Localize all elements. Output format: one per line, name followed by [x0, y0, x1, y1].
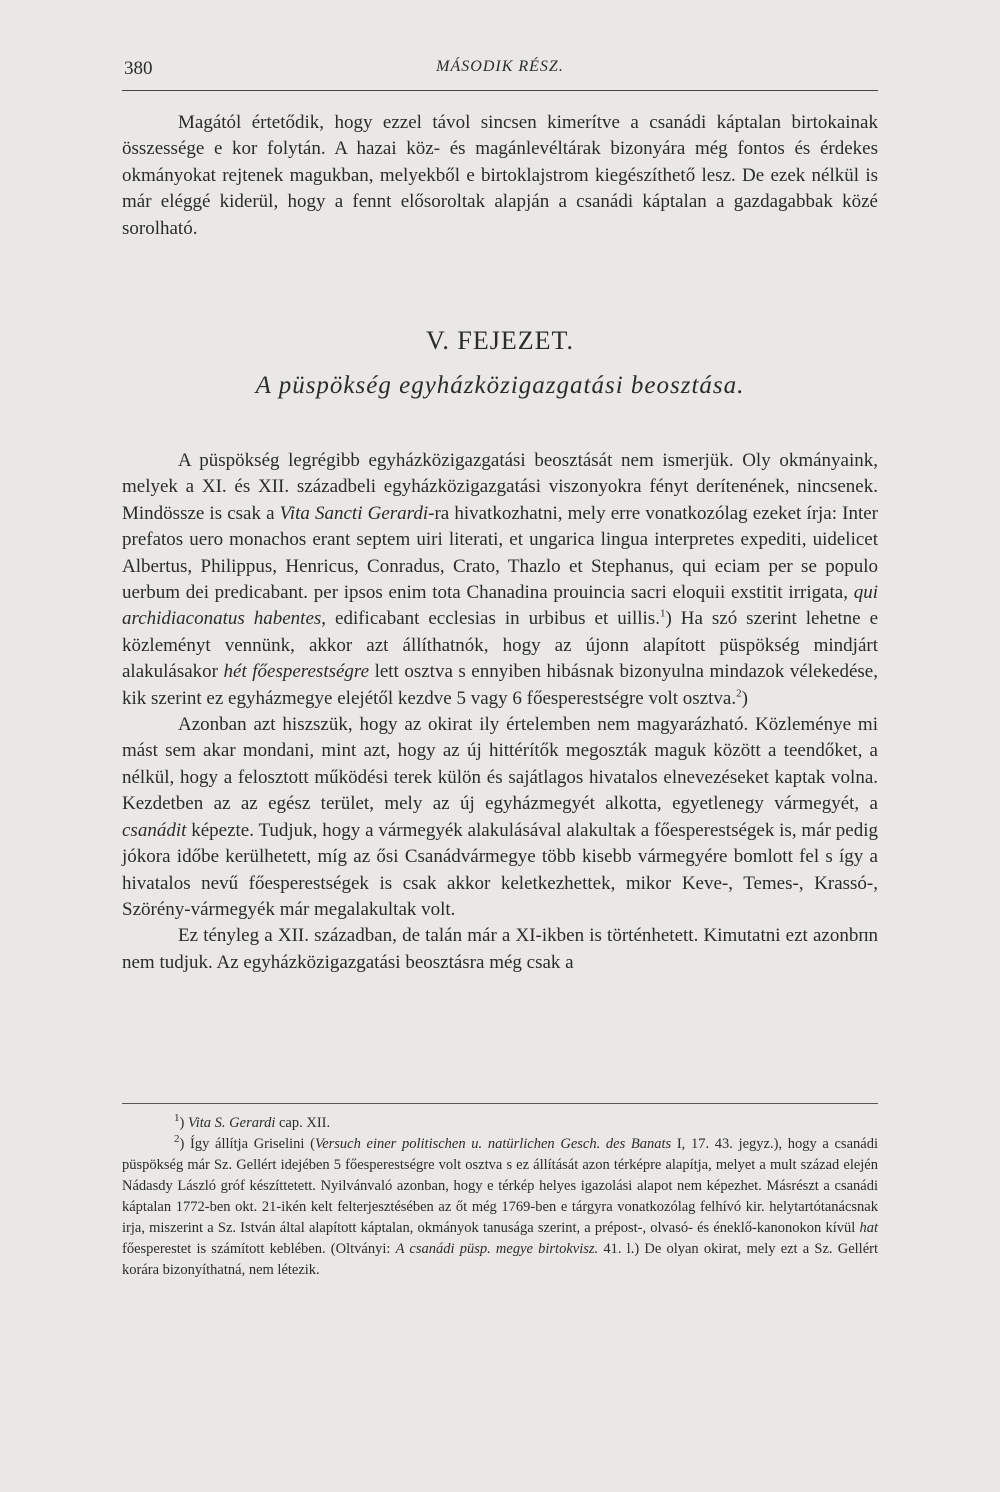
page-number: 380	[124, 58, 153, 79]
header-rule	[122, 90, 878, 91]
footnote-1: $^1$) Vita S. Gerardi cap. XII.	[174, 1112, 331, 1131]
p1-text-f: )	[741, 687, 748, 709]
footnote-1-mark: 1	[174, 1112, 180, 1125]
p2-text-a: Azonban azt hiszszük, hogy az okirat ily értelemben nem magyarázható. Közleménye mi mást sem akar mondani, mint azt, hogy az új hittérítők megoszták maguk között a teendőket, a nélkül, hogy a felosztott működési terek külön és sajátlagos hivatalos elnevezéseket kaptak volna. Kezdetben az az egész terület, mely az új egyházmegyét alkotta, egyetlenegy vármegyét, a	[122, 714, 878, 815]
running-head: MÁSODIK RÉSZ.	[436, 58, 564, 75]
p1-text-d: ) Ha szó szerint lehetne e közleményt vennünk, akkor azt állíthatnók, hogy az újonn alapított püspökség mindjárt alakulásakor	[122, 608, 879, 683]
footnotes	[122, 1113, 878, 1281]
chapter-heading: V. FEJEZET.	[426, 326, 574, 355]
p2-italic-csanadit: csanádit	[122, 819, 187, 841]
paragraph-2	[122, 712, 878, 923]
footnote-2-text-b: I, 17. 43. jegyz.), hogy a csanádi püspökség már Sz. Gellért idejében 5 főesperestségre volt osztva s ez állítását azon térképre alapítja, melyet a mult század elején Nádasdy László gróf készíttetett. Nyilvánvaló azonban, hogy e térkép helyes igazolási alapot nem képezhet. Másrészt a csanádi káptalan 1772-ben okt. 21-ikén kelt felterjesztésében az őt még 1769-ben e tárgyra vonatkozólag felhívó kir. helytartótanácsnak irja, miszerint a Sz. István által alapított káptalan, okmányok tanusága szerint, a prépost-, olvasó- és éneklő-kanonokon kívül	[122, 1136, 878, 1236]
footnote-2-text-a: ) Így állítja Griselini (	[179, 1136, 315, 1152]
footnote-2-italic-oltvanyi: A csanádi püsp. megye birtokvisz.	[395, 1241, 599, 1257]
p2-text-b: képezte. Tudjuk, hogy a vármegyék alakulásával alakultak a főesperestségek is, már pedig jókora időbe kerülhetett, míg az ősi Csanádvármegye több kisebb vármegyére bomlott fel s így a hivatalos nevű főesperestségek is csak akkor keletkezhettek, mikor Keve-, Temes-, Krassó-, Szörény-vármegyék már megalakultak volt.	[122, 819, 878, 920]
footnote-1-text: cap. XII.	[275, 1115, 331, 1131]
main-text	[122, 448, 878, 976]
p1-text-c: , edificabant ecclesias in urbibus et uillis.	[321, 608, 660, 630]
footnote-2-mark: 2	[174, 1133, 180, 1146]
footnote-2-text-d: 41. l.) De olyan okirat, mely ezt a Sz. Gellért korára bizonyíthatná, nem létezik.	[122, 1241, 878, 1278]
chapter-subtitle: A püspökség egyházközigazgatási beosztása.	[255, 372, 745, 399]
footnote-ref-1: 1	[659, 608, 666, 621]
intro-section	[122, 110, 878, 242]
footnote-2-italic-griselini: Versuch einer politischen u. natürlichen Gesch. des Banats	[314, 1136, 672, 1152]
p1-text-a: A püspökség legrégibb egyházközigazgatási beosztását nem ismerjük. Oly okmányaink, melyek a XI. és XII. századbeli egyházközigazgatási viszonyokra fényt derítenének, nincsenek. Mindössze is csak a	[122, 450, 878, 524]
footnote-2-text-c: főesperestet is számított keblében. (Oltványi:	[122, 1241, 396, 1257]
p1-text-b: -ra hivatkozhatni, mely erre vonatkozólag ezeket írja: Inter prefatos uero monachos erant septem uiri literati, et ungarica lingua interpretes expediti, uidelicet Albertus, Philippus, Henricus, Conradus, Crato, Thazlo et Stephanus, qui eciam per se populo uerbum dei predicabant. per ipsos enim tota Chanadina prouincia sacri eloquii exstitit irrigata,	[122, 502, 878, 604]
p1-italic-vita: Vita Sancti Gerardi	[279, 502, 429, 524]
intro-paragraph: Magától értetődik, hogy ezzel távol sincsen kimerítve a csanádi káptalan birtokainak összessége e kor folytán. A hazai köz- és magánlevéltárak bizonyára még fontos és érdekes okmányokat rejtenek magukban, melyekből e birtoklajstrom kiegészíthető lesz. De ezek nélkül is már eléggé kiderül, hogy a fennt elősoroltak alapján a csanádi káptalan a gazdagabbak közé sorolható.	[122, 112, 878, 239]
footnote-2	[122, 1134, 878, 1281]
footnote-rule	[122, 1103, 878, 1104]
p1-text-e: lett osztva s ennyiben hibásnak bizonyulna mindazok vélekedése, kik szerint ez egyházmegye elejétől kezdve 5 vagy 6 főesperestségre volt osztva.	[122, 661, 878, 709]
paragraph-3: Ez tényleg a XII. században, de talán már a XI-ikben is történhetett. Kimutatni ezt azonbпn nem tudjuk. Az egyházközigazgatási beosztásra még csak a	[122, 925, 878, 973]
footnote-ref-2: 2	[736, 687, 742, 700]
footnote-1-italic: Vita S. Gerardi	[187, 1115, 276, 1131]
footnote-2-italic-hat: hat	[859, 1220, 878, 1236]
page-header	[122, 58, 878, 86]
p1-italic-het: hét főesperestségre	[223, 661, 370, 683]
p1-italic-archidiaconatus: qui archidiaconatus habentes	[122, 582, 878, 630]
paragraph-1	[122, 448, 878, 712]
